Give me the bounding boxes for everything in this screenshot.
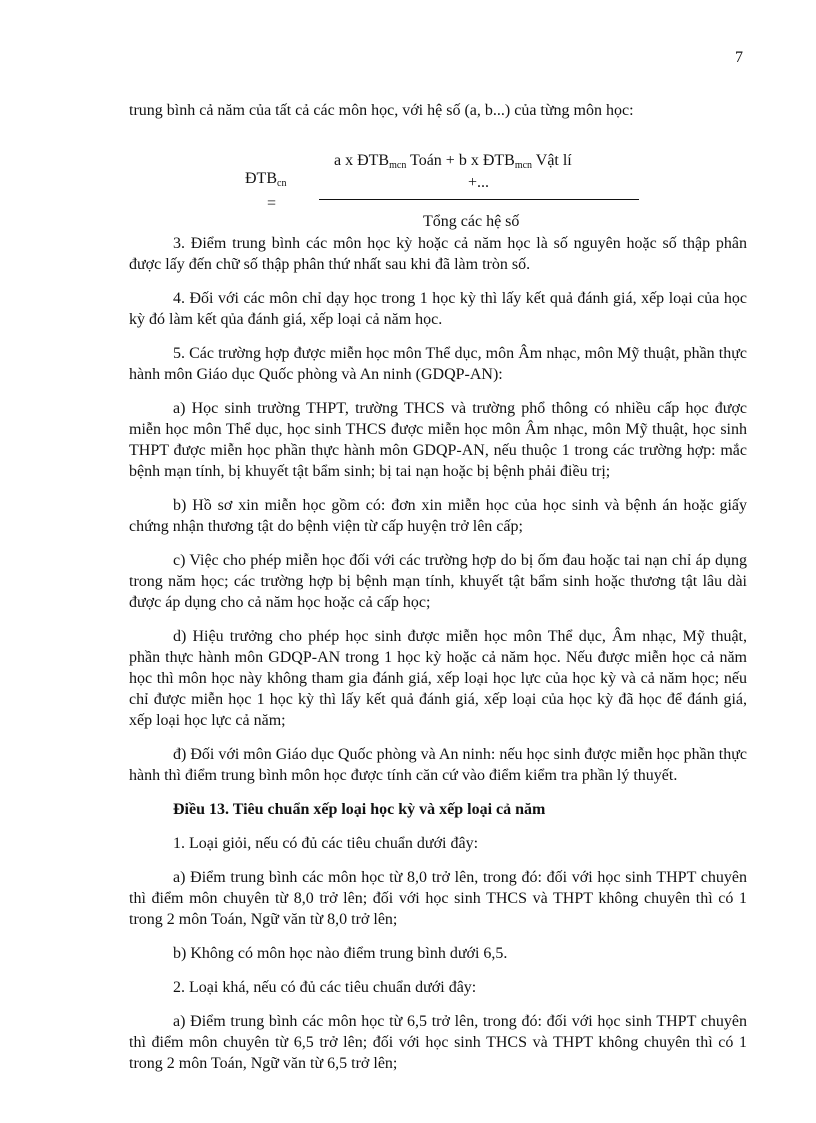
formula-num-part3: Vật lí (532, 152, 572, 169)
formula-equals: = (267, 195, 277, 212)
article-paragraph: a) Điểm trung bình các môn học từ 8,0 trở lên, trong đó: đối với học sinh THPT chuyên thì điểm môn chuyên từ 8,0 trở lên; đối với học sinh THCS và THPT không chuyên thì có 1 trong 2 môn Toán, Ngữ văn từ 8,0 trở lên; (129, 869, 747, 928)
formula-lhs (245, 169, 286, 214)
formula-num-part2: Toán + b x ĐTB (406, 152, 515, 169)
page-number: 7 (735, 49, 743, 66)
paragraph: 3. Điểm trung bình các môn học kỳ hoặc cả năm học là số nguyên hoặc số thập phân được lấy đến chữ số thập phân thứ nhất sau khi đã làm tròn số. (129, 235, 747, 273)
formula-numerator-line2: +... (468, 174, 490, 191)
paragraph: đ) Đối với môn Giáo dục Quốc phòng và An ninh: nếu học sinh được miễn học phần thực hành thì điểm trung bình môn học được tính căn cứ vào điểm kiểm tra phần lý thuyết. (129, 746, 747, 784)
article-paragraph: 1. Loại giỏi, nếu có đủ các tiêu chuẩn dưới đây: (173, 835, 479, 852)
document-body (129, 100, 747, 1087)
paragraph: 5. Các trường hợp được miễn học môn Thể dục, môn Âm nhạc, môn Mỹ thuật, phần thực hành môn Giáo dục Quốc phòng và An ninh (GDQP-AN): (129, 345, 747, 383)
article-paragraph: 2. Loại khá, nếu có đủ các tiêu chuẩn dưới đây: (173, 979, 477, 996)
paragraph: a) Học sinh trường THPT, trường THCS và trường phổ thông có nhiều cấp học được miễn học môn Thể dục, học sinh THCS được miễn học môn Âm nhạc, môn Mỹ thuật, học sinh THPT được miễn học phần thực hành môn GDQP-AN, nếu thuộc 1 trong các trường hợp: mắc bệnh mạn tính, bị khuyết tật bẩm sinh; bị tai nạn hoặc bị bệnh phải điều trị; (129, 400, 747, 480)
paragraph: 4. Đối với các môn chỉ dạy học trong 1 học kỳ thì lấy kết quả đánh giá, xếp loại của học kỳ đó làm kết qủa đánh giá, xếp loại cả năm học. (129, 290, 747, 328)
paragraph: c) Việc cho phép miễn học đối với các trường hợp do bị ốm đau hoặc tai nạn chỉ áp dụng trong năm học; các trường hợp bị bệnh mạn tính, khuyết tật bẩm sinh hoặc thương tật lâu dài được áp dụng cho cả năm học hoặc cả cấp học; (129, 552, 747, 611)
formula (129, 121, 747, 233)
formula-lhs-text: ĐTB (245, 170, 277, 187)
article-paragraph: a) Điểm trung bình các môn học từ 6,5 trở lên, trong đó: đối với học sinh THPT chuyên thì điểm môn chuyên từ 6,5 trở lên; đối với học sinh THCS và THPT không chuyên thì có 1 trong 2 môn Toán, Ngữ văn từ 6,5 trở lên; (129, 1013, 747, 1072)
formula-num-sub2: mcn (514, 160, 533, 171)
fraction-bar (319, 199, 639, 200)
article-paragraph: b) Không có môn học nào điểm trung bình dưới 6,5. (173, 945, 508, 962)
paragraph: d) Hiệu trưởng cho phép học sinh được miễn học môn Thể dục, Âm nhạc, Mỹ thuật, phần thực hành môn GDQP-AN trong 1 học kỳ hoặc cả năm học. Nếu được miễn học cả năm học thì môn học này không tham gia đánh giá, xếp loại học lực của học kỳ và cả năm học; nếu chỉ được miễn học 1 học kỳ thì lấy kết quả đánh giá, xếp loại của học kỳ đã học để đánh giá, xếp loại học lực cả năm; (129, 628, 747, 729)
article-heading: Điều 13. Tiêu chuẩn xếp loại học kỳ và xếp loại cả năm (173, 801, 546, 818)
formula-lhs-sub: cn (277, 178, 287, 189)
formula-denominator: Tổng các hệ số (423, 213, 520, 230)
formula-num-part1: a x ĐTB (334, 152, 390, 169)
paragraph: b) Hồ sơ xin miễn học gồm có: đơn xin miễn học của học sinh và bệnh án hoặc giấy chứng nhận thương tật do bệnh viện từ cấp huyện trở lên cấp; (129, 497, 747, 535)
intro-line: trung bình cả năm của tất cả các môn học, với hệ số (a, b...) của từng môn học: (129, 102, 634, 119)
formula-numerator (334, 150, 572, 176)
formula-num-sub1: mcn (389, 160, 407, 171)
